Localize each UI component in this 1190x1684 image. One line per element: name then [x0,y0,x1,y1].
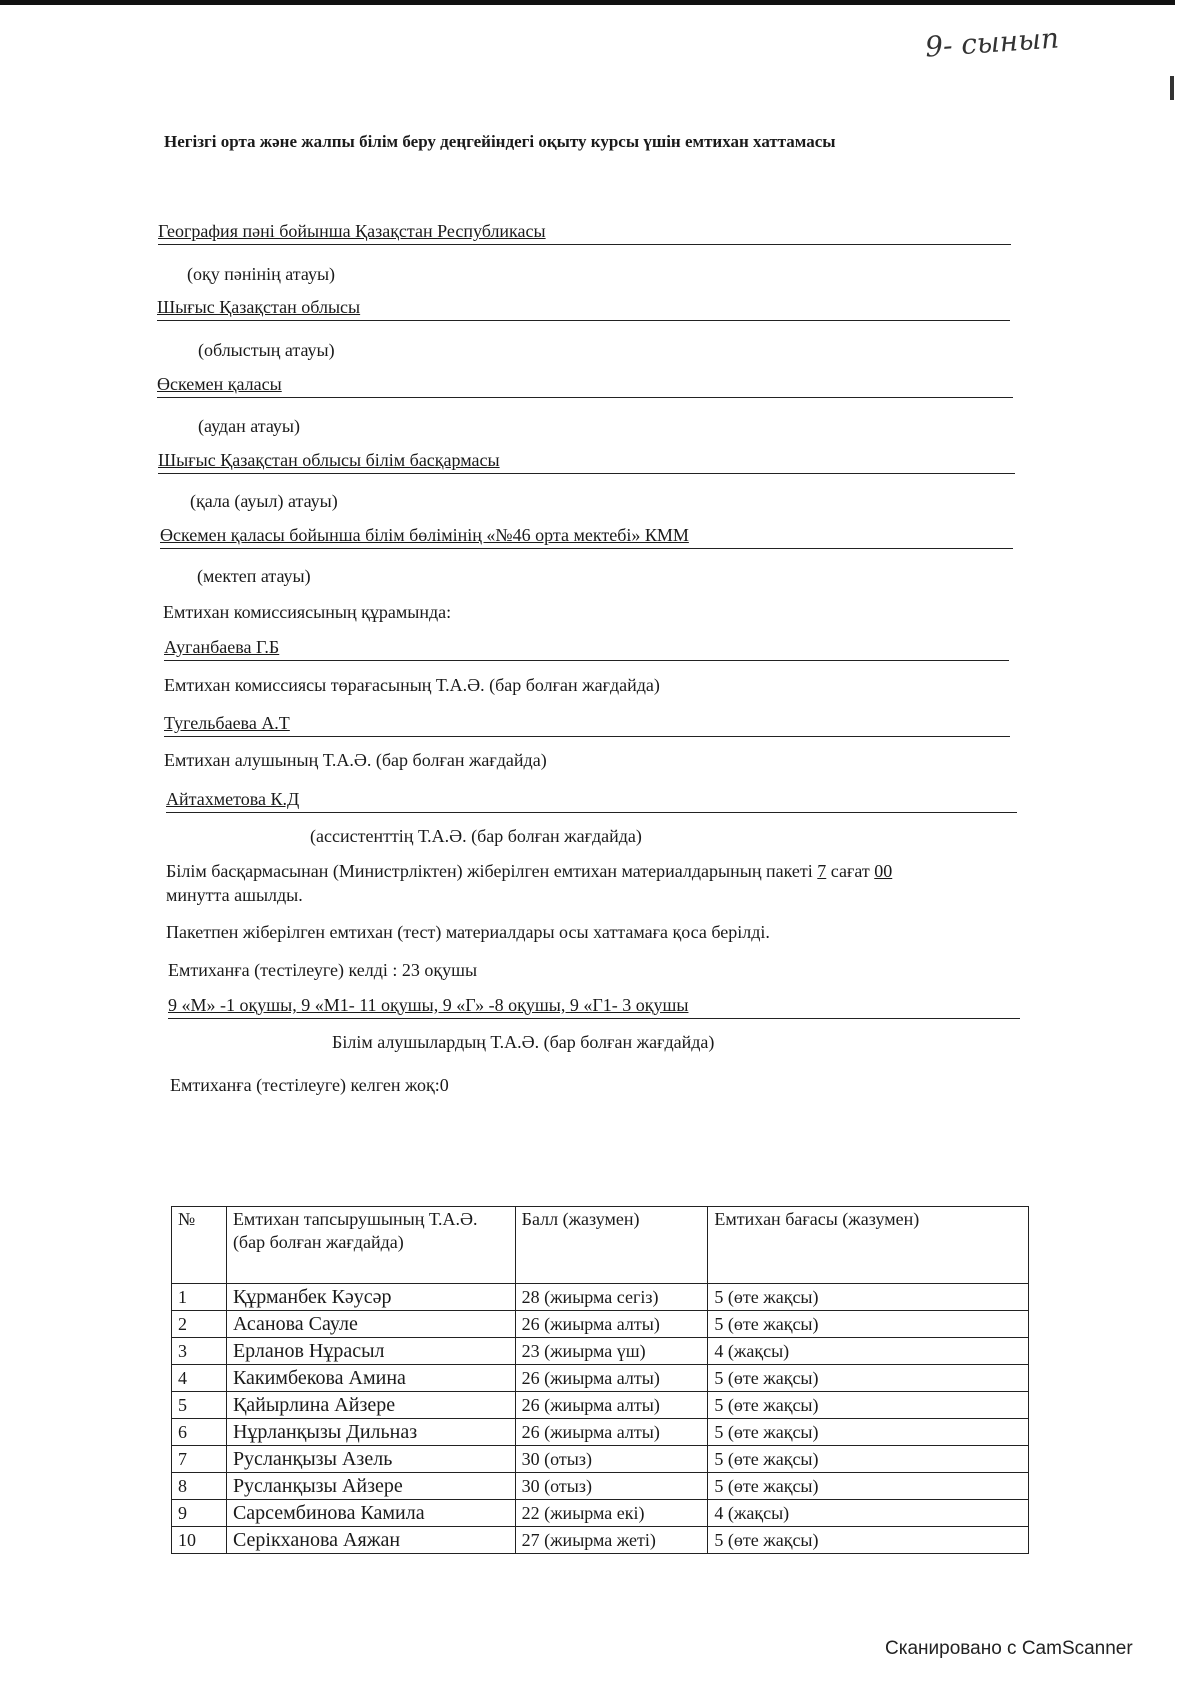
attended-count: Емтиханға (тестілеуге) келді : 23 оқушы [168,960,478,980]
row-grade: 5 (өте жақсы) [708,1446,1029,1473]
table-row [172,1473,1029,1500]
table-row [172,1284,1029,1311]
classes-value: 9 «М» -1 оқушы, 9 «М1- 11 оқушы, 9 «Г» -8 оқушы, 9 «Г1- 3 оқушы [168,995,689,1015]
school-caption: (мектеп атауы) [197,566,311,586]
row-number: 2 [172,1311,227,1338]
table-row [172,1446,1029,1473]
student-name: Сарсембинова Камила [226,1500,515,1527]
student-name: Какимбекова Амина [226,1365,515,1392]
school-value: Өскемен қаласы бойынша білім бөлімінің «№46 орта мектебі» КММ [160,525,689,545]
student-name: Асанова Сауле [226,1311,515,1338]
city-caption: (қала (ауыл) атауы) [190,491,338,511]
school-line [160,524,1013,549]
table-header-row [172,1207,1029,1284]
row-number: 9 [172,1500,227,1527]
row-score: 27 (жиырма жеті) [515,1527,708,1554]
row-score: 26 (жиырма алты) [515,1419,708,1446]
table-row [172,1311,1029,1338]
scan-top-edge [0,0,1175,5]
assistant-value: Айтахметова К.Д [166,789,300,809]
row-number: 5 [172,1392,227,1419]
chair-caption: Емтихан комиссиясы төрағасының Т.А.Ә. (бар болған жағдайда) [164,675,660,695]
student-name: Русланқызы Айзере [226,1473,515,1500]
materials-note: Пакетпен жіберілген емтихан (тест) материалдары осы хаттамаға қоса берілді. [166,922,770,942]
table-row [172,1419,1029,1446]
results-table [171,1206,1029,1554]
table-row [172,1392,1029,1419]
row-grade: 5 (өте жақсы) [708,1473,1029,1500]
header-number: № [172,1207,227,1284]
subject-caption: (оқу пәнінің атауы) [187,264,336,284]
row-score: 30 (отыз) [515,1473,708,1500]
row-score: 28 (жиырма сегіз) [515,1284,708,1311]
row-score: 22 (жиырма екі) [515,1500,708,1527]
handwritten-note: 9- сынып [924,21,1060,64]
row-grade: 5 (өте жақсы) [708,1527,1029,1554]
row-number: 1 [172,1284,227,1311]
student-name: Ерланов Нұрасыл [226,1338,515,1365]
city-value: Шығыс Қазақстан облысы білім басқармасы [158,450,500,470]
student-name: Нұрланқызы Дильназ [226,1419,515,1446]
row-grade: 5 (өте жақсы) [708,1392,1029,1419]
row-grade: 4 (жақсы) [708,1338,1029,1365]
row-score: 26 (жиырма алты) [515,1392,708,1419]
row-grade: 4 (жақсы) [708,1500,1029,1527]
classes-caption: Білім алушылардың Т.А.Ә. (бар болған жағдайда) [332,1032,715,1052]
row-number: 6 [172,1419,227,1446]
row-score: 30 (отыз) [515,1446,708,1473]
examiner-line [164,712,1010,737]
row-grade: 5 (өте жақсы) [708,1284,1029,1311]
region-value: Шығыс Қазақстан облысы [157,297,361,317]
document-title: Негізгі орта жәнe жалпы білім беру деңгейіндегі оқыту курсы үшін емтихан хаттамасы [164,132,836,151]
table-row [172,1500,1029,1527]
scan-margin-mark [1170,76,1174,100]
subject-line [158,220,1011,245]
district-value: Өскемен қаласы [157,374,282,394]
package-minute: 00 [874,861,893,881]
row-number: 8 [172,1473,227,1500]
header-grade: Емтихан бағасы (жазумен) [708,1207,1029,1284]
package-middle: сағат [826,861,875,881]
district-caption: (аудан атауы) [198,416,300,436]
table-row [172,1365,1029,1392]
package-before: Білім басқармасынан (Министрліктен) жіберілген емтихан материалдарының пакеті [166,861,818,881]
student-name: Құрманбек Кәусәр [226,1284,515,1311]
row-grade: 5 (өте жақсы) [708,1311,1029,1338]
assistant-caption: (ассистенттің Т.А.Ә. (бар болған жағдайда) [310,826,642,846]
region-line [157,296,1010,321]
package-text [166,859,892,907]
chair-value: Ауганбаева Г.Б [164,637,280,657]
package-line2: минутта ашылды. [166,885,303,905]
subject-value: География пәні бойынша Қазақстан Республикасы [158,221,546,241]
student-name: Қайырлина Айзере [226,1392,515,1419]
row-number: 10 [172,1527,227,1554]
table-row [172,1527,1029,1554]
row-score: 23 (жиырма үш) [515,1338,708,1365]
row-number: 7 [172,1446,227,1473]
chair-line [164,636,1009,661]
header-name: Емтихан тапсырушының Т.А.Ә. (бар болған жағдайда) [226,1207,515,1284]
table-row [172,1338,1029,1365]
row-grade: 5 (өте жақсы) [708,1365,1029,1392]
region-caption: (облыстың атауы) [198,340,335,360]
results-body [172,1284,1029,1554]
row-number: 3 [172,1338,227,1365]
classes-line [168,994,1020,1019]
row-grade: 5 (өте жақсы) [708,1419,1029,1446]
city-line [158,449,1015,474]
header-score: Балл (жазумен) [515,1207,708,1284]
absent-count: Емтиханға (тестілеуге) келген жоқ:0 [170,1075,449,1095]
assistant-line [166,788,1017,813]
student-name: Серікханова Аяжан [226,1527,515,1554]
commission-label: Емтихан комиссиясының құрамында: [163,602,452,622]
student-name: Русланқызы Азель [226,1446,515,1473]
examiner-value: Тугельбаева А.Т [164,713,290,733]
package-hour: 7 [817,861,827,881]
row-score: 26 (жиырма алты) [515,1365,708,1392]
row-score: 26 (жиырма алты) [515,1311,708,1338]
row-number: 4 [172,1365,227,1392]
district-line [157,373,1013,398]
examiner-caption: Емтихан алушының Т.А.Ә. (бар болған жағдайда) [164,750,547,770]
scanner-watermark: Сканировано с CamScanner [885,1638,1133,1659]
